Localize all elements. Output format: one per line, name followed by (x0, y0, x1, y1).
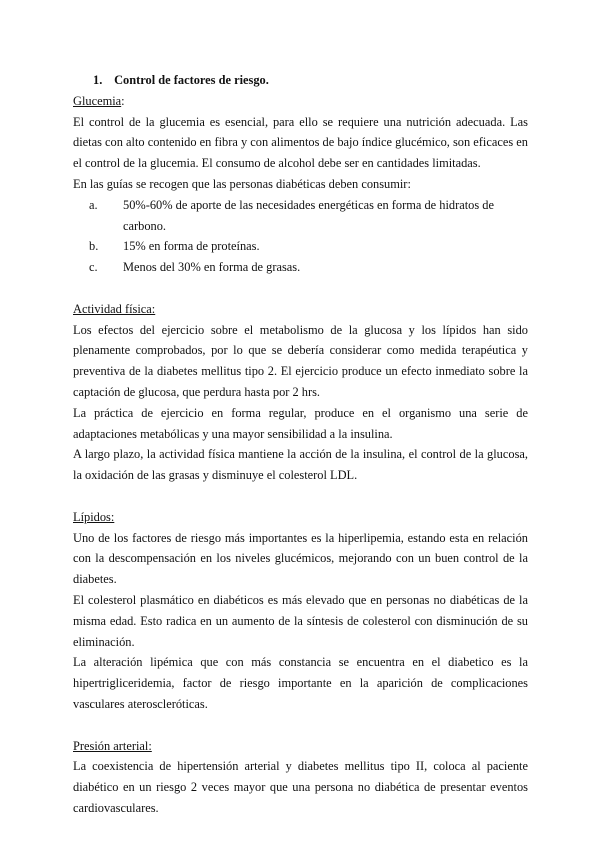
spacer (73, 715, 528, 736)
glucemia-title-suffix: : (121, 93, 125, 108)
list-marker: b. (89, 239, 99, 254)
glucemia-paragraph-2: En las guías se recogen que las personas diabéticas deben consumir: (73, 176, 411, 191)
presion-section (73, 736, 528, 819)
actividad-paragraph-2: La práctica de ejercicio en forma regular, produce en el organismo una serie de adaptaciones metabólicas y una mayor sensibilidad a la insulina. (73, 405, 528, 441)
lipidos-section (73, 507, 528, 715)
list-marker: c. (89, 260, 98, 275)
list-item (89, 236, 528, 257)
presion-title-line (73, 736, 528, 757)
actividad-title-line (73, 299, 528, 320)
actividad-paragraph-3: A largo plazo, la actividad física mantiene la acción de la insulina, el control de la glucosa, la oxidación de las grasas y disminuye el colesterol LDL. (73, 447, 528, 483)
list-marker: a. (89, 197, 98, 212)
presion-title: Presión arterial: (73, 738, 152, 753)
glucemia-title: Glucemia (73, 93, 122, 108)
heading-number: 1. (93, 73, 103, 87)
nutrient-list (73, 195, 528, 278)
actividad-section (73, 299, 528, 486)
list-item-text: Menos del 30% en forma de grasas. (123, 260, 301, 275)
actividad-paragraph-1: Los efectos del ejercicio sobre el metabolismo de la glucosa y los lípidos han sido plenamente comprobados, por lo que se debería considerar como medida terapéutica y preventiva de la diabetes mellitus tipo 2. El ejercicio produce un efecto inmediato sobre la captación de glucosa, que perdura hasta por 2 hrs. (73, 322, 528, 399)
list-item-text: 50%-60% de aporte de las necesidades energéticas en forma de hidratos de carbono. (123, 197, 494, 233)
document-page (73, 70, 528, 819)
lipidos-paragraph-3: La alteración lipémica que con más constancia se encuentra en el diabetico es la hipertrigliceridemia, factor de riesgo importante en la aparición de complicaciones vasculares ateroscleróticas. (73, 655, 528, 711)
list-item (89, 257, 528, 278)
glucemia-section (73, 91, 528, 278)
presion-paragraph-1: La coexistencia de hipertensión arterial y diabetes mellitus tipo II, coloca al paciente diabético en un riesgo 2 veces mayor que una persona no diabética de presentar eventos cardiovasculares. (73, 759, 528, 815)
lipidos-paragraph-2: El colesterol plasmático en diabéticos es más elevado que en personas no diabéticas de la misma edad. Esto radica en un aumento de la síntesis de colesterol con disminución de su eliminación. (73, 592, 528, 649)
list-item-text: 15% en forma de proteínas. (123, 239, 260, 254)
glucemia-paragraph-1: El control de la glucemia es esencial, para ello se requiere una nutrición adecuada. Las dietas con alto contenido en fibra y con alimentos de bajo índice glucémico, son eficaces en el control de la glucemia. El consumo de alcohol debe ser en cantidades limitadas. (73, 114, 528, 171)
heading-title: Control de factores de riesgo. (114, 73, 269, 87)
section-heading (93, 70, 528, 91)
actividad-title: Actividad física: (73, 301, 156, 316)
list-item (89, 195, 528, 237)
spacer (73, 278, 528, 299)
lipidos-title: Lípidos: (73, 509, 115, 524)
lipidos-title-line (73, 507, 528, 528)
lipidos-paragraph-1: Uno de los factores de riesgo más importantes es la hiperlipemia, estando esta en relación con la descompensación en los niveles glucémicos, mejorando con un buen control de la diabetes. (73, 530, 528, 587)
spacer (73, 486, 528, 507)
glucemia-title-line (73, 91, 528, 112)
